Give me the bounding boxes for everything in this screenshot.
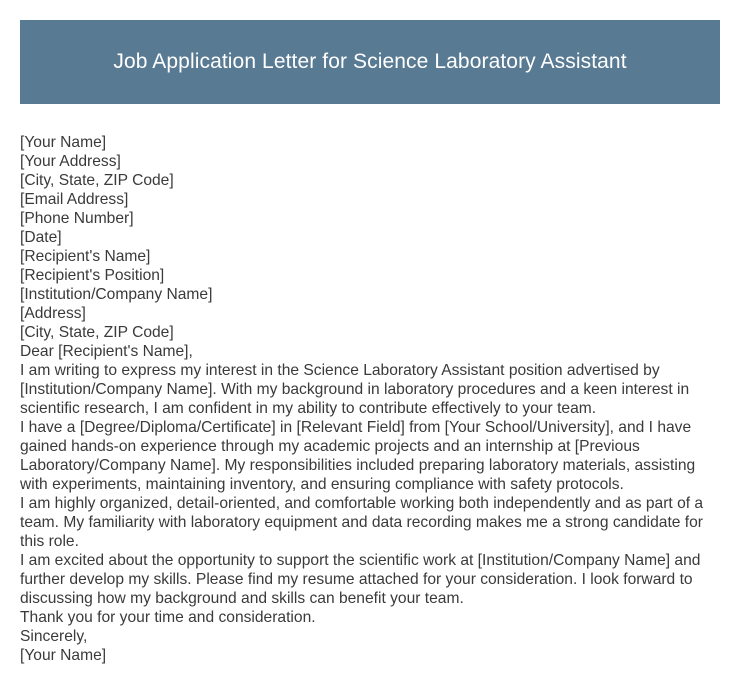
paragraph-interest: I am writing to express my interest in the Science Laboratory Assistant position advertised by [Institution/Company Name]. With my background in laboratory procedures and a keen interest in scientific research, I am confident in my ability to contribute effectively to your team. — [20, 362, 690, 417]
paragraph-qualities: I am highly organized, detail-oriented, and comfortable working both independently and as part of a team. My familiarity with laboratory equipment and data recording makes me a strong candidate for this role. — [20, 495, 704, 550]
sender-name: [Your Name] — [20, 134, 107, 151]
page-title: Job Application Letter for Science Laboratory Assistant — [113, 50, 627, 73]
recipient-institution: [Institution/Company Name] — [20, 286, 213, 303]
page-header — [20, 20, 720, 104]
paragraph-thanks: Thank you for your time and consideration. — [20, 609, 316, 626]
recipient-city-state-zip: [City, State, ZIP Code] — [20, 324, 174, 341]
paragraph-closing-interest: I am excited about the opportunity to support the scientific work at [Institution/Company Name] and further develop my skills. Please find my resume attached for your consideration. I look forward to discussing how my background and skills can benefit your team. — [20, 552, 701, 607]
sender-phone: [Phone Number] — [20, 210, 134, 227]
closing: Sincerely, — [20, 628, 88, 645]
recipient-address: [Address] — [20, 305, 86, 322]
sender-address: [Your Address] — [20, 153, 121, 170]
sender-city-state-zip: [City, State, ZIP Code] — [20, 172, 174, 189]
salutation: Dear [Recipient's Name], — [20, 343, 193, 360]
recipient-name: [Recipient's Name] — [20, 248, 151, 265]
signature: [Your Name] — [20, 647, 107, 664]
recipient-position: [Recipient's Position] — [20, 267, 165, 284]
letter-date: [Date] — [20, 229, 62, 246]
paragraph-education: I have a [Degree/Diploma/Certificate] in [Relevant Field] from [Your School/University], and I have gained hands-on experience through my academic projects and an internship at [Previous Laboratory/Company Name]. My responsibilities included preparing laboratory materials, assisting with experiments, maintaining inventory, and ensuring compliance with safety protocols. — [20, 419, 696, 493]
letter-body — [20, 133, 725, 665]
sender-email: [Email Address] — [20, 191, 129, 208]
